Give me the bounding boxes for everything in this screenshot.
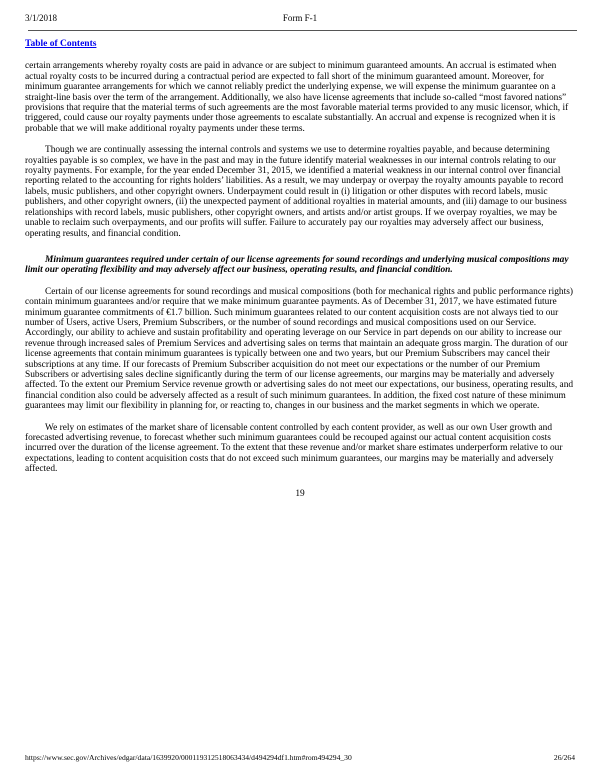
table-of-contents-link[interactable]: Table of Contents [25,39,97,49]
source-url: https://www.sec.gov/Archives/edgar/data/1639920/000119312518063434/d494294df1.htm#rom494294_30 [25,753,352,762]
page-number: 19 [295,488,305,499]
print-footer [25,753,575,763]
paragraph-royalty-accrual: certain arrangements whereby royalty costs are paid in advance or are subject to minimum guaranteed amounts. An accrual is estimated when actual royalty costs to be incurred during a contractual period are expected to fall short of the minimum guaranteed amount. Moreover, for minimum guarantee arrangements for which we cannot reliably predict the underlying expense, we will expense the minimum guarantee on a straight-line basis over the term of the arrangement. Additionally, we also have license agreements that include so-called “most favored nations” provisions that require that the material terms of such agreements are the most favorable material terms provided to any music licensor, which, if triggered, could cause our royalty payments under those agreements to escalate substantially. An accrual and expense is recognized when it is probable that we will make additional royalty payments under these terms. [25,61,569,134]
document-title: Form F-1 [282,13,318,23]
print-date: 3/1/2018 [25,13,58,23]
document-content [25,39,575,499]
header-rule [28,30,577,31]
risk-factor-heading: Minimum guarantees required under certain of our license agreements for sound recordings and underlying musical compositions may limit our operating flexibility and may adversely affect our business, operating results, and financial condition. [25,254,569,276]
paragraph-internal-controls: Though we are continually assessing the internal controls and systems we use to determine royalties payable, and because determining royalties payable is so complex, we have in the past and may in the future identify material weaknesses in our internal controls relating to our royalty payments. For example, for the year ended December 31, 2015, we identified a material weakness in our internal control over financial reporting related to the accounting for rights holders’ liabilities. As a result, we may underpay or overpay the royalty amounts payable to record labels, music publishers, and other copyright owners. Underpayment could result in (i) litigation or other disputes with record labels, music publishers, and other copyright owners, (ii) the unexpected payment of additional royalties in material amounts, and (iii) damage to our business relationships with record labels, music publishers, other copyright owners, and artists and/or artist groups. If we overpay royalties, we may be unable to reclaim such overpayments, and our profits will suffer. Failure to accurately pay our royalties may adversely affect our business, operating results, and financial condition. [25,145,567,239]
paragraph-minimum-guarantees: Certain of our license agreements for sound recordings and musical compositions (both for mechanical rights and public performance rights) contain minimum guarantees and/or require that we make minimum guarantee payments. As of December 31, 2017, we have estimated future minimum guarantee commitments of €1.7 billion. Such minimum guarantees related to our content acquisition costs are not always tied to our number of Users, active Users, Premium Subscribers, or the number of sound recordings and musical compositions used on our Service. Accordingly, our ability to achieve and sustain profitability and operating leverage on our Service in part depends on our ability to increase our revenue through increased sales of Premium Services and advertising sales on terms that maintain an adequate gross margin. The duration of our license agreements that contain minimum guarantees is typically between one and two years, but our Premium Subscribers may cancel their subscriptions at any time. If our forecasts of Premium Subscriber acquisition do not meet our expectations or the number of our Premium Subscribers or advertising sales decline significantly during the term of our license agreements, our margins may be materially and adversely affected. To the extent our Premium Service revenue growth or advertising sales do not meet our expectations, our business, operating results, and financial condition also could be adversely affected as a result of such minimum guarantees. In addition, the fixed cost nature of these minimum guarantees may limit our flexibility in planning for, or reacting to, changes in our business and the market segments in which we operate. [25,286,574,412]
paragraph-market-share-estimates: We rely on estimates of the market share of licensable content controlled by each content provider, as well as our own User growth and forecasted advertising revenue, to forecast whether such minimum guarantees could be recouped against our actual content acquisition costs incurred over the duration of the license agreement. To the extent that these revenue and/or market share estimates underperform relative to our expectations, leading to content acquisition costs that do not exceed such minimum guarantees, our margins may be materially and adversely affected. [25,422,563,475]
print-header [25,12,575,24]
page-indicator: 26/264 [553,753,575,762]
